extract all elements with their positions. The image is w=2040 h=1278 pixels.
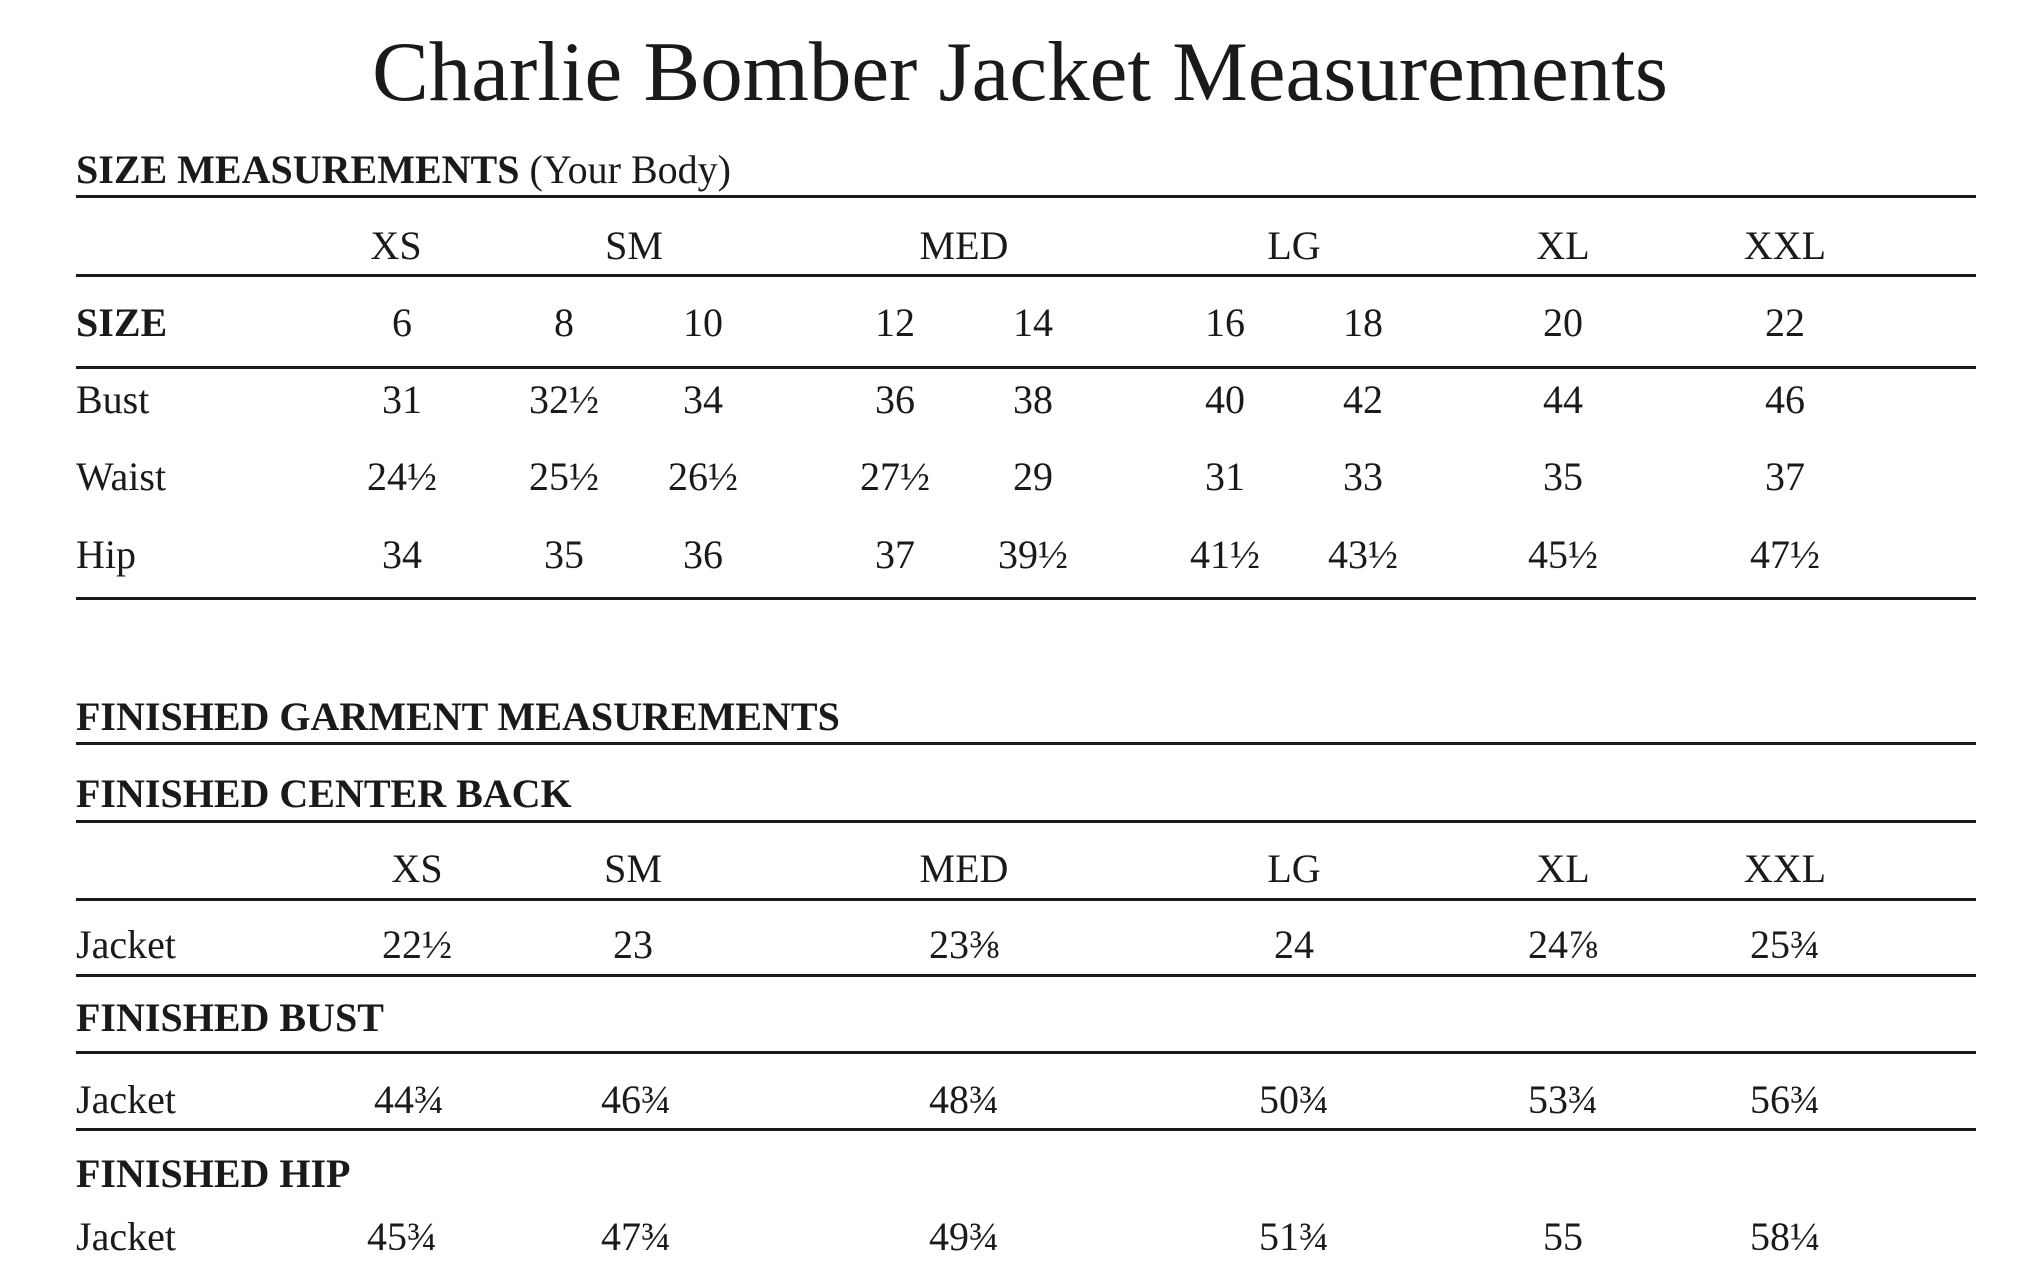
size-group-header: XL bbox=[1536, 846, 1590, 891]
divider bbox=[76, 742, 1976, 745]
finished-bust-value: 46¾ bbox=[601, 1077, 671, 1122]
size-measurements-subtitle: (Your Body) bbox=[529, 147, 731, 192]
center-back-value: 24⅞ bbox=[1528, 922, 1598, 967]
divider bbox=[76, 898, 1976, 901]
divider bbox=[76, 195, 1976, 198]
measurement-value: 24½ bbox=[367, 454, 437, 499]
measurement-value: 45½ bbox=[1528, 532, 1598, 577]
size-number: 10 bbox=[683, 300, 723, 345]
size-measurements-title: SIZE MEASUREMENTS bbox=[76, 147, 520, 192]
size-number: 8 bbox=[554, 300, 574, 345]
measurement-value: 41½ bbox=[1190, 532, 1260, 577]
measurement-value: 37 bbox=[1765, 454, 1805, 499]
size-measurements-heading bbox=[76, 146, 731, 194]
finished-hip-heading: FINISHED HIP bbox=[76, 1151, 351, 1196]
size-group-header: XS bbox=[370, 223, 422, 268]
measurement-value: 26½ bbox=[668, 454, 738, 499]
measurement-value: 42 bbox=[1343, 377, 1383, 422]
hip-row-label: Jacket bbox=[76, 1214, 176, 1259]
divider bbox=[76, 366, 1976, 369]
size-group-header: XL bbox=[1536, 223, 1590, 268]
size-group-header: LG bbox=[1267, 846, 1321, 891]
measurement-value: 34 bbox=[683, 377, 723, 422]
center-back-value: 22½ bbox=[382, 922, 452, 967]
center-back-row-label: Jacket bbox=[76, 922, 176, 967]
finished-bust-value: 53¾ bbox=[1528, 1077, 1598, 1122]
finished-hip-value: 58¼ bbox=[1750, 1214, 1820, 1259]
measurement-value: 43½ bbox=[1328, 532, 1398, 577]
size-number: 6 bbox=[392, 300, 412, 345]
size-number: 14 bbox=[1013, 300, 1053, 345]
measurement-value: 37 bbox=[875, 532, 915, 577]
measurement-value: 35 bbox=[1543, 454, 1583, 499]
size-number: 18 bbox=[1343, 300, 1383, 345]
measurement-value: 38 bbox=[1013, 377, 1053, 422]
size-group-header: SM bbox=[605, 223, 663, 268]
finished-hip-value: 51¾ bbox=[1259, 1214, 1329, 1259]
size-group-header: SM bbox=[604, 846, 662, 891]
page-title: Charlie Bomber Jacket Measurements bbox=[372, 25, 1668, 119]
center-back-value: 25¾ bbox=[1750, 922, 1820, 967]
divider bbox=[76, 597, 1976, 600]
finished-center-back-heading: FINISHED CENTER BACK bbox=[76, 771, 572, 816]
measurement-value: 34 bbox=[382, 532, 422, 577]
measurement-value: 31 bbox=[1205, 454, 1245, 499]
divider bbox=[76, 820, 1976, 823]
size-group-header: XXL bbox=[1743, 846, 1827, 891]
measurement-value: 25½ bbox=[529, 454, 599, 499]
measurement-value: 33 bbox=[1343, 454, 1383, 499]
finished-bust-value: 50¾ bbox=[1259, 1077, 1329, 1122]
center-back-value: 23⅜ bbox=[929, 922, 999, 967]
finished-bust-heading: FINISHED BUST bbox=[76, 995, 384, 1040]
size-number: 16 bbox=[1205, 300, 1245, 345]
size-group-header: MED bbox=[919, 223, 1009, 268]
center-back-value: 24 bbox=[1274, 922, 1314, 967]
divider bbox=[76, 1051, 1976, 1054]
size-group-header: LG bbox=[1267, 223, 1321, 268]
measurement-value: 32½ bbox=[529, 377, 599, 422]
divider bbox=[76, 974, 1976, 977]
size-number: 20 bbox=[1543, 300, 1583, 345]
finished-hip-value: 47¾ bbox=[601, 1214, 671, 1259]
measurement-value: 27½ bbox=[860, 454, 930, 499]
size-group-header: MED bbox=[919, 846, 1009, 891]
measurement-row-label: Waist bbox=[76, 454, 167, 499]
measurement-value: 36 bbox=[875, 377, 915, 422]
finished-hip-value: 45¾ bbox=[367, 1214, 437, 1259]
divider bbox=[76, 274, 1976, 277]
center-back-value: 23 bbox=[613, 922, 653, 967]
size-group-header: XXL bbox=[1743, 223, 1827, 268]
size-number: 22 bbox=[1765, 300, 1805, 345]
measurement-value: 46 bbox=[1765, 377, 1805, 422]
finished-bust-value: 44¾ bbox=[374, 1077, 444, 1122]
finished-garment-heading: FINISHED GARMENT MEASUREMENTS bbox=[76, 694, 840, 739]
size-number: 12 bbox=[875, 300, 915, 345]
measurement-value: 40 bbox=[1205, 377, 1245, 422]
finished-hip-value: 49¾ bbox=[929, 1214, 999, 1259]
finished-hip-value: 55 bbox=[1543, 1214, 1583, 1259]
measurement-value: 36 bbox=[683, 532, 723, 577]
measurement-value: 31 bbox=[382, 377, 422, 422]
size-row-label: SIZE bbox=[76, 300, 168, 345]
measurement-row-label: Bust bbox=[76, 377, 150, 422]
measurement-value: 47½ bbox=[1750, 532, 1820, 577]
bust-row-label: Jacket bbox=[76, 1077, 176, 1122]
measurement-value: 44 bbox=[1543, 377, 1583, 422]
size-group-header: XS bbox=[391, 846, 443, 891]
divider bbox=[76, 1128, 1976, 1131]
measurement-value: 35 bbox=[544, 532, 584, 577]
measurement-value: 29 bbox=[1013, 454, 1053, 499]
measurement-row-label: Hip bbox=[76, 532, 136, 577]
finished-bust-value: 48¾ bbox=[929, 1077, 999, 1122]
measurement-value: 39½ bbox=[998, 532, 1068, 577]
finished-bust-value: 56¾ bbox=[1750, 1077, 1820, 1122]
